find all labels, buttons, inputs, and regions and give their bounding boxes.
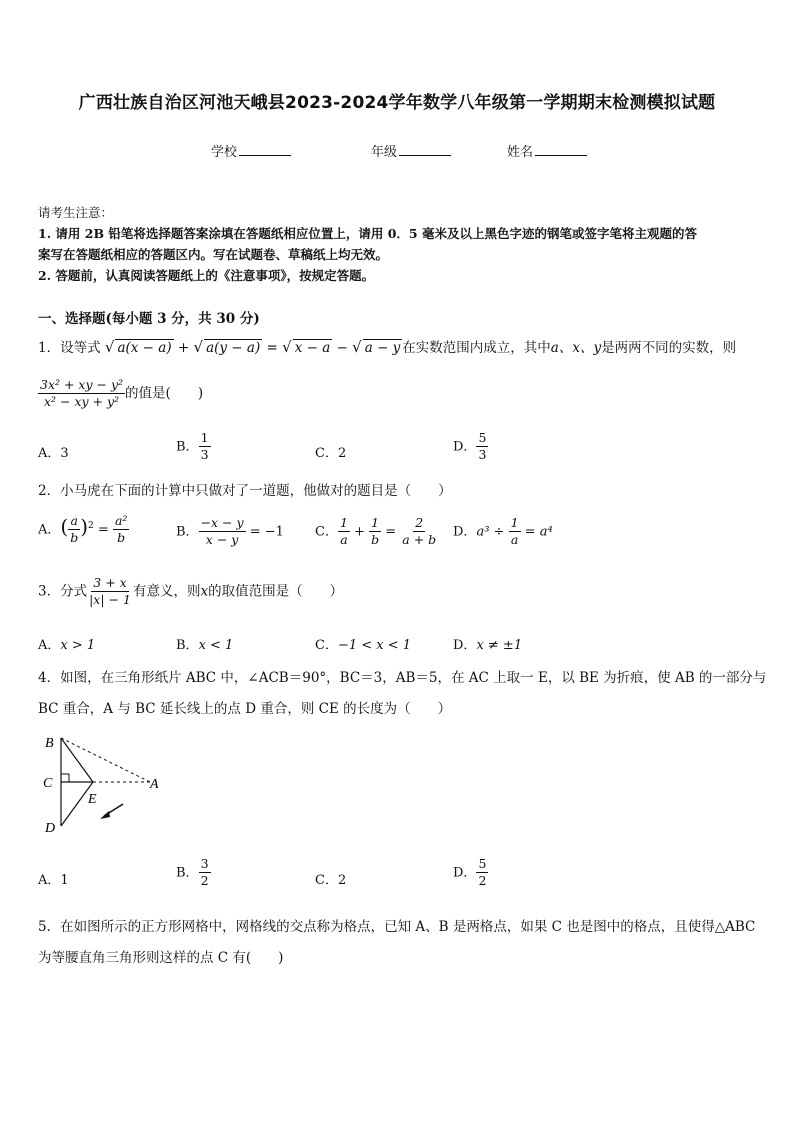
- q1-option-b-numerator: 1: [199, 431, 211, 447]
- grade-field: [371, 141, 451, 160]
- q2-option-c: [315, 516, 438, 548]
- q4-option-c: C．2: [315, 873, 347, 888]
- q2-option-b-den: x − y: [205, 532, 239, 548]
- q4-option-b-den: 2: [200, 873, 209, 889]
- q4-option-d-label: D．: [453, 865, 477, 881]
- q1-option-c: C．2: [315, 446, 347, 461]
- q3-option-c-value: −1 < x < 1: [337, 638, 412, 653]
- q2-option-a-result-num: a²: [113, 514, 129, 530]
- q1-minus: −: [336, 340, 348, 356]
- notes-line-1a: 1. 请用 2B 铅笔将选择题答案涂填在答题纸相应位置上，请用 0．5 毫米及以上黑色字迹的钢笔或签字笔将主观题的答: [38, 226, 697, 241]
- q1-option-d-numerator: 5: [476, 431, 488, 447]
- q3-option-d: [453, 634, 522, 653]
- notes-line-1b: 案写在答题纸相应的答题区内。写在试题卷、草稿纸上均无效。: [38, 247, 389, 262]
- q4-option-b-fraction: [199, 857, 211, 889]
- q3-option-c: [315, 634, 411, 653]
- q3-option-b-label: B．: [176, 638, 199, 653]
- q3-number: 3．分式: [38, 583, 88, 600]
- q1-option-b: [176, 431, 211, 463]
- q4-triangle-figure: [38, 728, 173, 838]
- q2-option-d-right: = a⁴: [524, 524, 553, 540]
- q1-option-b-fraction: [199, 431, 211, 463]
- name-field: [507, 141, 587, 160]
- q3-option-d-value: x ≠ ±1: [476, 638, 523, 653]
- question-5-line-2: 为等腰直角三角形则这样的点 C 有( ): [38, 950, 284, 966]
- name-label: 姓名: [507, 145, 534, 160]
- q2-option-a-base: [68, 514, 80, 546]
- q2-option-b-fraction: [199, 516, 246, 548]
- q2-option-a-base-num: a: [68, 514, 79, 530]
- q2-option-d-label: D．: [453, 524, 477, 540]
- notes-line-2: 2. 答题前，认真阅读答题纸上的《注意事项》，按规定答题。: [38, 268, 375, 283]
- label-e: E: [88, 792, 97, 807]
- q4-option-b-label: B．: [176, 865, 199, 881]
- q1-option-d-label: D．: [453, 439, 477, 455]
- q2-option-c-plus: +: [354, 524, 365, 540]
- q2-option-d-left: a³ ÷: [476, 524, 505, 540]
- q1-tail: 的值是( ): [125, 385, 204, 402]
- q3-fraction-num: 3 + x: [91, 576, 128, 592]
- q1-option-a: A．3: [38, 446, 69, 461]
- q2-option-c-num-2: 1: [369, 516, 381, 532]
- question-1-stem: [38, 336, 736, 356]
- q1-equals: =: [266, 340, 278, 356]
- q2-option-c-den-1: a: [340, 532, 348, 548]
- q2-option-c-equals: =: [385, 524, 397, 540]
- q1-option-b-label: B．: [176, 439, 199, 455]
- q1-text-2: 是两两不同的实数，则: [601, 340, 737, 356]
- q2-option-c-den-3: a + b: [402, 532, 437, 548]
- school-field: [211, 141, 291, 160]
- q1-sqrt-3: x − a: [294, 340, 331, 356]
- q3-var: x: [200, 583, 209, 600]
- q2-option-b-label: B．: [176, 524, 199, 540]
- q2-option-a-equals: =: [97, 522, 109, 538]
- q1-fraction: [38, 378, 125, 410]
- school-label: 学校: [211, 145, 238, 160]
- q2-option-c-num-1: 1: [338, 516, 350, 532]
- q4-option-b: [176, 857, 211, 889]
- question-2-stem: 2．小马虎在下面的计算中只做对了一道题，他做对的题目是（ ）: [38, 483, 452, 499]
- q3-option-a: [38, 634, 95, 653]
- q2-option-c-den-2: b: [371, 532, 380, 548]
- q1-option-d: [453, 431, 488, 463]
- notes-heading: 请考生注意：: [38, 205, 114, 220]
- q3-fraction: [87, 576, 133, 608]
- school-blank: [239, 142, 291, 156]
- label-a: A: [150, 777, 159, 792]
- q2-option-a-result: [113, 514, 129, 546]
- q1-vars: a、x、y: [550, 340, 602, 356]
- name-blank: [535, 142, 587, 156]
- q3-tail: 有意义，则: [132, 583, 201, 600]
- q4-option-d-num: 5: [476, 857, 488, 873]
- label-b: B: [45, 736, 54, 751]
- q2-option-d-den: a: [510, 532, 519, 548]
- q3-option-a-label: A．: [38, 638, 61, 653]
- q1-fraction-numerator: 3x² + xy − y²: [38, 378, 125, 394]
- q2-option-b-num: −x − y: [199, 516, 246, 532]
- radical-icon: √: [193, 338, 204, 356]
- q4-option-d: [453, 857, 488, 889]
- q1-plus: +: [177, 340, 190, 356]
- q2-option-a-base-den: b: [70, 530, 79, 546]
- q4-option-b-num: 3: [199, 857, 211, 873]
- q2-option-c-frac-2: [369, 516, 381, 548]
- q2-option-c-frac-1: [338, 516, 350, 548]
- question-4-line-1: 4．如图，在三角形纸片 ABC 中，∠ACB＝90°，BC＝3，AB＝5，在 AC 上取一 E，以 BE 为折痕，使 AB 的一部分与: [38, 670, 767, 686]
- label-c: C: [43, 776, 53, 791]
- q3-option-d-label: D．: [453, 638, 477, 653]
- q3-option-b-value: x < 1: [198, 638, 234, 653]
- q2-option-c-frac-3: [400, 516, 438, 548]
- q2-option-c-label: C．: [315, 524, 338, 540]
- q2-option-c-num-3: 2: [413, 516, 425, 532]
- q1-text: 在实数范围内成立，其中: [402, 340, 551, 356]
- question-1-expression: [38, 378, 203, 410]
- q1-option-d-fraction: [476, 431, 488, 463]
- q3-tail-2: 的取值范围是（ ）: [208, 583, 344, 600]
- q4-option-d-den: 2: [478, 873, 487, 889]
- q3-fraction-den: |x| − 1: [89, 592, 131, 608]
- q1-option-b-denominator: 3: [200, 447, 209, 463]
- q1-sqrt-4: a − y: [364, 340, 401, 356]
- q1-number: 1．设等式: [38, 340, 101, 356]
- q2-option-a-label: A．: [38, 522, 61, 538]
- question-3-stem: [38, 576, 343, 608]
- q2-option-d: [453, 516, 553, 548]
- arrow-down-left-icon: [100, 811, 110, 819]
- q3-option-c-label: C．: [315, 638, 338, 653]
- q1-option-d-denominator: 3: [478, 447, 487, 463]
- radical-icon: √: [104, 338, 115, 356]
- question-4-line-2: BC 重合，A 与 BC 延长线上的点 D 重合，则 CE 的长度为（ ）: [38, 701, 452, 717]
- line-ba-dashed: [61, 738, 150, 782]
- q2-option-b-result: = −1: [249, 524, 284, 540]
- q2-option-a-result-den: b: [117, 530, 126, 546]
- radical-icon: √: [352, 338, 362, 356]
- q2-option-a: A．( $\frac{a}{b}$ )$^2$ = $\frac{\text{a²}}{b}$: [38, 513, 128, 546]
- section-heading: 一、选择题(每小题 3 分，共 30 分): [38, 311, 260, 327]
- q4-option-d-fraction: [476, 857, 488, 889]
- q1-sqrt-2: a(y − a): [206, 340, 261, 356]
- line-be: [61, 738, 93, 782]
- q4-option-a: A．1: [38, 873, 69, 888]
- q2-option-a-exponent: 2: [88, 521, 94, 532]
- q3-option-a-value: x > 1: [60, 638, 96, 653]
- q2-option-b: [176, 516, 284, 548]
- q1-fraction-denominator: x² − xy + y²: [43, 394, 120, 410]
- question-5-line-1: 5．在如图所示的正方形网格中，网格线的交点称为格点，已知 A、B 是两格点，如果 C 也是图中的格点，且使得△ABC: [38, 919, 756, 935]
- q2-option-d-fraction: [509, 516, 521, 548]
- label-d: D: [45, 821, 56, 836]
- grade-label: 年级: [371, 145, 398, 160]
- page-title: 广西壮族自治区河池天峨县2023-2024学年数学八年级第一学期期末检测模拟试题: [78, 93, 716, 113]
- grade-blank: [399, 142, 451, 156]
- q3-option-b: [176, 634, 233, 653]
- q1-sqrt-1: a(x − a): [117, 340, 172, 356]
- right-angle-icon: [61, 774, 69, 782]
- radical-icon: √: [282, 338, 292, 356]
- q2-option-d-num: 1: [509, 516, 521, 532]
